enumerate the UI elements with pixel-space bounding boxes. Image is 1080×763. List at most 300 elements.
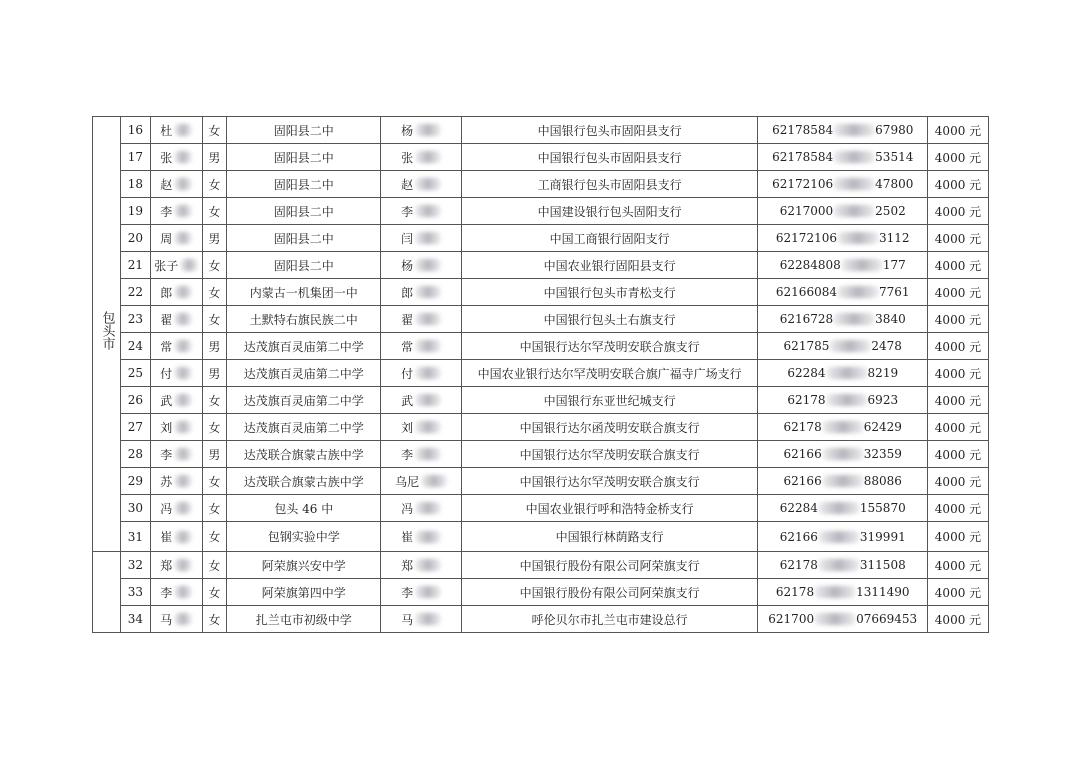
masked-text: 马 bbox=[401, 612, 414, 627]
account-holder bbox=[381, 579, 462, 606]
student-name bbox=[150, 198, 202, 225]
redaction-blur bbox=[415, 421, 441, 433]
bank-account bbox=[758, 522, 927, 552]
redaction-blur bbox=[818, 531, 860, 543]
redaction-blur bbox=[421, 475, 447, 487]
masked-text: 郎 bbox=[160, 285, 173, 300]
region-cell bbox=[93, 552, 121, 633]
masked-text: 马 bbox=[160, 612, 173, 627]
redaction-blur bbox=[814, 613, 856, 625]
redaction-blur bbox=[174, 531, 192, 543]
row-number: 20 bbox=[120, 225, 150, 252]
student-name bbox=[150, 252, 202, 279]
amount: 4000 元 bbox=[927, 579, 988, 606]
redaction-blur bbox=[415, 502, 441, 514]
bank-branch: 中国银行包头市固阳县支行 bbox=[461, 117, 758, 144]
gender: 女 bbox=[202, 414, 227, 441]
account-prefix: 62178 bbox=[783, 420, 822, 434]
masked-text: 闫 bbox=[401, 231, 414, 246]
bank-account bbox=[758, 171, 927, 198]
bank-branch: 中国银行达尔罕茂明安联合旗支行 bbox=[461, 333, 758, 360]
account-suffix: 47800 bbox=[875, 177, 914, 191]
gender: 男 bbox=[202, 441, 227, 468]
bank-branch: 呼伦贝尔市扎兰屯市建设总行 bbox=[461, 606, 758, 633]
amount: 4000 元 bbox=[927, 495, 988, 522]
gender: 女 bbox=[202, 495, 227, 522]
account-holder bbox=[381, 225, 462, 252]
region-label: 包头市 bbox=[99, 311, 115, 350]
student-name bbox=[150, 606, 202, 633]
masked-text: 崔 bbox=[401, 530, 414, 544]
row-number: 29 bbox=[120, 468, 150, 495]
redaction-blur bbox=[837, 232, 879, 244]
student-name bbox=[150, 552, 202, 579]
bank-branch: 中国银行达尔罕茂明安联合旗支行 bbox=[461, 468, 758, 495]
redaction-blur bbox=[174, 313, 192, 325]
account-prefix: 62178 bbox=[787, 393, 826, 407]
gender: 女 bbox=[202, 279, 227, 306]
bank-branch: 中国银行包头市固阳县支行 bbox=[461, 144, 758, 171]
account-prefix: 621785 bbox=[783, 339, 830, 353]
redaction-blur bbox=[415, 313, 441, 325]
redaction-blur bbox=[822, 421, 864, 433]
table-row bbox=[93, 441, 989, 468]
table-body bbox=[93, 117, 989, 633]
redaction-blur bbox=[833, 124, 875, 136]
row-number: 17 bbox=[120, 144, 150, 171]
school-name: 土默特右旗民族二中 bbox=[227, 306, 381, 333]
amount: 4000 元 bbox=[927, 441, 988, 468]
amount: 4000 元 bbox=[927, 552, 988, 579]
row-number: 22 bbox=[120, 279, 150, 306]
school-name: 固阳县二中 bbox=[227, 252, 381, 279]
student-name bbox=[150, 333, 202, 360]
bank-account bbox=[758, 198, 927, 225]
bank-branch: 中国工商银行固阳支行 bbox=[461, 225, 758, 252]
bank-account bbox=[758, 117, 927, 144]
bank-account bbox=[758, 306, 927, 333]
student-name bbox=[150, 522, 202, 552]
account-prefix: 62166084 bbox=[775, 285, 837, 299]
table-row bbox=[93, 117, 989, 144]
table-row bbox=[93, 225, 989, 252]
masked-text: 常 bbox=[401, 339, 414, 354]
account-prefix: 62178584 bbox=[772, 150, 834, 164]
redaction-blur bbox=[174, 124, 192, 136]
bank-branch: 中国农业银行达尔罕茂明安联合旗广福寺广场支行 bbox=[461, 360, 758, 387]
table-row bbox=[93, 171, 989, 198]
account-prefix: 62172106 bbox=[775, 231, 837, 245]
redaction-blur bbox=[415, 151, 441, 163]
masked-text: 付 bbox=[160, 366, 173, 381]
student-name bbox=[150, 225, 202, 252]
amount: 4000 元 bbox=[927, 252, 988, 279]
account-suffix: 1311490 bbox=[856, 585, 910, 599]
row-number: 21 bbox=[120, 252, 150, 279]
gender: 女 bbox=[202, 468, 227, 495]
masked-text: 赵 bbox=[160, 177, 173, 192]
row-number: 34 bbox=[120, 606, 150, 633]
masked-text: 刘 bbox=[401, 420, 414, 435]
school-name: 内蒙古一机集团一中 bbox=[227, 279, 381, 306]
account-holder bbox=[381, 441, 462, 468]
table-row bbox=[93, 306, 989, 333]
redaction-blur bbox=[833, 205, 875, 217]
student-name bbox=[150, 387, 202, 414]
bank-branch: 中国银行包头市青松支行 bbox=[461, 279, 758, 306]
redaction-blur bbox=[174, 613, 192, 625]
school-name: 阿荣旗第四中学 bbox=[227, 579, 381, 606]
amount: 4000 元 bbox=[927, 144, 988, 171]
redaction-blur bbox=[174, 394, 192, 406]
school-name: 达茂旗百灵庙第二中学 bbox=[227, 414, 381, 441]
masked-text: 崔 bbox=[160, 530, 173, 544]
amount: 4000 元 bbox=[927, 279, 988, 306]
account-suffix: 8219 bbox=[867, 366, 899, 380]
redaction-blur bbox=[841, 259, 883, 271]
redaction-blur bbox=[174, 340, 192, 352]
redaction-blur bbox=[174, 475, 192, 487]
row-number: 32 bbox=[120, 552, 150, 579]
table-row bbox=[93, 252, 989, 279]
account-prefix: 621700 bbox=[768, 612, 815, 626]
school-name: 扎兰屯市初级中学 bbox=[227, 606, 381, 633]
masked-text: 李 bbox=[401, 585, 414, 600]
school-name: 固阳县二中 bbox=[227, 225, 381, 252]
bank-branch: 中国银行包头土右旗支行 bbox=[461, 306, 758, 333]
bank-branch: 中国银行东亚世纪城支行 bbox=[461, 387, 758, 414]
bank-branch: 中国农业银行固阳县支行 bbox=[461, 252, 758, 279]
student-name bbox=[150, 495, 202, 522]
redaction-blur bbox=[174, 586, 192, 598]
redaction-blur bbox=[174, 151, 192, 163]
bank-account bbox=[758, 495, 927, 522]
account-holder bbox=[381, 606, 462, 633]
account-holder bbox=[381, 495, 462, 522]
redaction-blur bbox=[826, 367, 868, 379]
masked-text: 周 bbox=[160, 231, 173, 246]
school-name: 达茂旗百灵庙第二中学 bbox=[227, 387, 381, 414]
masked-text: 杨 bbox=[401, 123, 414, 138]
redaction-blur bbox=[415, 124, 441, 136]
amount: 4000 元 bbox=[927, 360, 988, 387]
bank-branch: 中国银行股份有限公司阿荣旗支行 bbox=[461, 579, 758, 606]
masked-text: 郎 bbox=[401, 285, 414, 300]
masked-text: 郑 bbox=[401, 558, 414, 573]
gender: 男 bbox=[202, 225, 227, 252]
gender: 女 bbox=[202, 252, 227, 279]
redaction-blur bbox=[415, 531, 441, 543]
row-number: 33 bbox=[120, 579, 150, 606]
redaction-blur bbox=[814, 586, 856, 598]
amount: 4000 元 bbox=[927, 606, 988, 633]
student-name bbox=[150, 144, 202, 171]
amount: 4000 元 bbox=[927, 522, 988, 552]
account-holder bbox=[381, 144, 462, 171]
redaction-blur bbox=[837, 286, 879, 298]
table-row bbox=[93, 552, 989, 579]
amount: 4000 元 bbox=[927, 225, 988, 252]
gender: 女 bbox=[202, 552, 227, 579]
redaction-blur bbox=[415, 205, 441, 217]
bank-account bbox=[758, 252, 927, 279]
masked-text: 杜 bbox=[160, 123, 173, 138]
redaction-blur bbox=[415, 613, 441, 625]
student-name bbox=[150, 468, 202, 495]
masked-text: 付 bbox=[401, 366, 414, 381]
gender: 女 bbox=[202, 117, 227, 144]
table-row bbox=[93, 579, 989, 606]
account-prefix: 62284 bbox=[787, 366, 826, 380]
masked-text: 翟 bbox=[160, 312, 173, 327]
masked-text: 张子 bbox=[154, 258, 179, 273]
student-name bbox=[150, 171, 202, 198]
row-number: 19 bbox=[120, 198, 150, 225]
account-holder bbox=[381, 171, 462, 198]
bank-branch: 中国银行股份有限公司阿荣旗支行 bbox=[461, 552, 758, 579]
account-holder bbox=[381, 360, 462, 387]
school-name: 固阳县二中 bbox=[227, 171, 381, 198]
school-name: 阿荣旗兴安中学 bbox=[227, 552, 381, 579]
row-number: 28 bbox=[120, 441, 150, 468]
account-prefix: 62166 bbox=[783, 474, 822, 488]
account-prefix: 62178584 bbox=[772, 123, 834, 137]
redaction-blur bbox=[415, 232, 441, 244]
account-suffix: 53514 bbox=[875, 150, 914, 164]
table-row bbox=[93, 387, 989, 414]
account-prefix: 62178 bbox=[779, 558, 818, 572]
account-suffix: 3112 bbox=[878, 231, 910, 245]
gender: 女 bbox=[202, 522, 227, 552]
region-cell bbox=[93, 117, 121, 552]
redaction-blur bbox=[829, 340, 871, 352]
account-suffix: 177 bbox=[882, 258, 906, 272]
amount: 4000 元 bbox=[927, 333, 988, 360]
gender: 女 bbox=[202, 579, 227, 606]
bank-account bbox=[758, 441, 927, 468]
school-name: 达茂联合旗蒙古族中学 bbox=[227, 441, 381, 468]
masked-text: 李 bbox=[160, 585, 173, 600]
account-suffix: 88086 bbox=[863, 474, 902, 488]
table-row bbox=[93, 198, 989, 225]
student-name bbox=[150, 279, 202, 306]
gender: 女 bbox=[202, 606, 227, 633]
redaction-blur bbox=[415, 586, 441, 598]
masked-text: 杨 bbox=[401, 258, 414, 273]
masked-text: 翟 bbox=[401, 312, 414, 327]
account-prefix: 6217000 bbox=[779, 204, 834, 218]
school-name: 达茂旗百灵庙第二中学 bbox=[227, 360, 381, 387]
account-suffix: 319991 bbox=[859, 529, 906, 544]
account-holder bbox=[381, 252, 462, 279]
redaction-blur bbox=[826, 394, 868, 406]
redaction-blur bbox=[415, 286, 441, 298]
masked-text: 刘 bbox=[160, 420, 173, 435]
amount: 4000 元 bbox=[927, 468, 988, 495]
account-holder bbox=[381, 279, 462, 306]
masked-text: 李 bbox=[401, 204, 414, 219]
masked-text: 常 bbox=[160, 339, 173, 354]
redaction-blur bbox=[174, 205, 192, 217]
account-prefix: 62284808 bbox=[779, 258, 841, 272]
account-holder bbox=[381, 198, 462, 225]
account-suffix: 155870 bbox=[859, 501, 906, 515]
redaction-blur bbox=[833, 151, 875, 163]
bank-account bbox=[758, 606, 927, 633]
table-row bbox=[93, 522, 989, 552]
masked-text: 乌尼 bbox=[395, 474, 420, 489]
masked-text: 张 bbox=[160, 150, 173, 165]
masked-text: 李 bbox=[160, 447, 173, 462]
table-row bbox=[93, 495, 989, 522]
bank-account bbox=[758, 279, 927, 306]
masked-text: 李 bbox=[160, 204, 173, 219]
row-number: 26 bbox=[120, 387, 150, 414]
table-row bbox=[93, 144, 989, 171]
account-suffix: 2502 bbox=[875, 204, 906, 218]
bank-account bbox=[758, 552, 927, 579]
redaction-blur bbox=[180, 259, 198, 271]
amount: 4000 元 bbox=[927, 306, 988, 333]
redaction-blur bbox=[174, 421, 192, 433]
bank-account bbox=[758, 360, 927, 387]
account-suffix: 6923 bbox=[867, 393, 899, 407]
account-suffix: 311508 bbox=[859, 558, 906, 572]
school-name: 固阳县二中 bbox=[227, 198, 381, 225]
table-row bbox=[93, 360, 989, 387]
table-row bbox=[93, 279, 989, 306]
student-name bbox=[150, 306, 202, 333]
gender: 女 bbox=[202, 306, 227, 333]
masked-text: 武 bbox=[401, 393, 414, 408]
account-holder bbox=[381, 468, 462, 495]
bank-branch: 中国农业银行呼和浩特金桥支行 bbox=[461, 495, 758, 522]
school-name: 固阳县二中 bbox=[227, 117, 381, 144]
student-name bbox=[150, 360, 202, 387]
account-suffix: 62429 bbox=[863, 420, 902, 434]
redaction-blur bbox=[415, 448, 441, 460]
amount: 4000 元 bbox=[927, 198, 988, 225]
school-name: 达茂旗百灵庙第二中学 bbox=[227, 333, 381, 360]
account-prefix: 62284 bbox=[779, 501, 818, 515]
account-holder bbox=[381, 414, 462, 441]
row-number: 30 bbox=[120, 495, 150, 522]
redaction-blur bbox=[833, 313, 875, 325]
bank-account bbox=[758, 387, 927, 414]
account-prefix: 62166 bbox=[783, 447, 822, 461]
gender: 男 bbox=[202, 360, 227, 387]
redaction-blur bbox=[415, 340, 441, 352]
masked-text: 武 bbox=[160, 393, 173, 408]
amount: 4000 元 bbox=[927, 117, 988, 144]
bank-branch: 中国银行林荫路支行 bbox=[461, 522, 758, 552]
bank-account bbox=[758, 333, 927, 360]
redaction-blur bbox=[174, 178, 192, 190]
gender: 女 bbox=[202, 171, 227, 198]
masked-text: 苏 bbox=[160, 474, 173, 489]
row-number: 16 bbox=[120, 117, 150, 144]
redaction-blur bbox=[174, 367, 192, 379]
account-prefix: 6216728 bbox=[779, 312, 834, 326]
account-holder bbox=[381, 522, 462, 552]
masked-text: 冯 bbox=[401, 501, 414, 516]
row-number: 23 bbox=[120, 306, 150, 333]
school-name: 包钢实验中学 bbox=[227, 522, 381, 552]
table-row bbox=[93, 414, 989, 441]
account-holder bbox=[381, 387, 462, 414]
redaction-blur bbox=[415, 178, 441, 190]
gender: 女 bbox=[202, 198, 227, 225]
account-prefix: 62172106 bbox=[772, 177, 834, 191]
account-holder bbox=[381, 117, 462, 144]
bank-branch: 中国银行达尔函茂明安联合旗支行 bbox=[461, 414, 758, 441]
bank-branch: 中国建设银行包头固阳支行 bbox=[461, 198, 758, 225]
table-row bbox=[93, 468, 989, 495]
bank-account bbox=[758, 144, 927, 171]
redaction-blur bbox=[415, 259, 441, 271]
student-name bbox=[150, 117, 202, 144]
account-prefix: 62178 bbox=[775, 585, 815, 599]
redaction-blur bbox=[822, 475, 864, 487]
school-name: 达茂联合旗蒙古族中学 bbox=[227, 468, 381, 495]
table-row bbox=[93, 333, 989, 360]
masked-text: 郑 bbox=[160, 558, 173, 573]
row-number: 25 bbox=[120, 360, 150, 387]
school-name: 固阳县二中 bbox=[227, 144, 381, 171]
account-prefix: 62166 bbox=[779, 529, 818, 544]
table-row bbox=[93, 606, 989, 633]
redaction-blur bbox=[174, 448, 192, 460]
row-number: 31 bbox=[120, 522, 150, 552]
account-holder bbox=[381, 333, 462, 360]
masked-text: 李 bbox=[401, 447, 414, 462]
account-suffix: 67980 bbox=[875, 123, 914, 137]
bank-branch: 工商银行包头市固阳县支行 bbox=[461, 171, 758, 198]
redaction-blur bbox=[818, 559, 860, 571]
redaction-blur bbox=[833, 178, 875, 190]
account-suffix: 2478 bbox=[871, 339, 902, 353]
redaction-blur bbox=[415, 559, 441, 571]
gender: 女 bbox=[202, 387, 227, 414]
account-suffix: 32359 bbox=[863, 447, 902, 461]
bank-branch: 中国银行达尔罕茂明安联合旗支行 bbox=[461, 441, 758, 468]
account-suffix: 3840 bbox=[875, 312, 906, 326]
school-name: 包头 46 中 bbox=[227, 495, 381, 522]
redaction-blur bbox=[174, 232, 192, 244]
student-name bbox=[150, 441, 202, 468]
redaction-blur bbox=[174, 286, 192, 298]
account-suffix: 07669453 bbox=[856, 612, 918, 626]
row-number: 18 bbox=[120, 171, 150, 198]
bank-account bbox=[758, 579, 927, 606]
account-suffix: 7761 bbox=[878, 285, 910, 299]
redaction-blur bbox=[415, 394, 441, 406]
bank-account bbox=[758, 225, 927, 252]
student-name bbox=[150, 579, 202, 606]
amount: 4000 元 bbox=[927, 387, 988, 414]
redaction-blur bbox=[174, 502, 192, 514]
bank-account bbox=[758, 414, 927, 441]
amount: 4000 元 bbox=[927, 171, 988, 198]
masked-text: 冯 bbox=[160, 501, 173, 516]
recipient-table bbox=[92, 116, 989, 633]
account-holder bbox=[381, 306, 462, 333]
student-name bbox=[150, 414, 202, 441]
redaction-blur bbox=[415, 367, 441, 379]
row-number: 24 bbox=[120, 333, 150, 360]
bank-account bbox=[758, 468, 927, 495]
amount: 4000 元 bbox=[927, 414, 988, 441]
